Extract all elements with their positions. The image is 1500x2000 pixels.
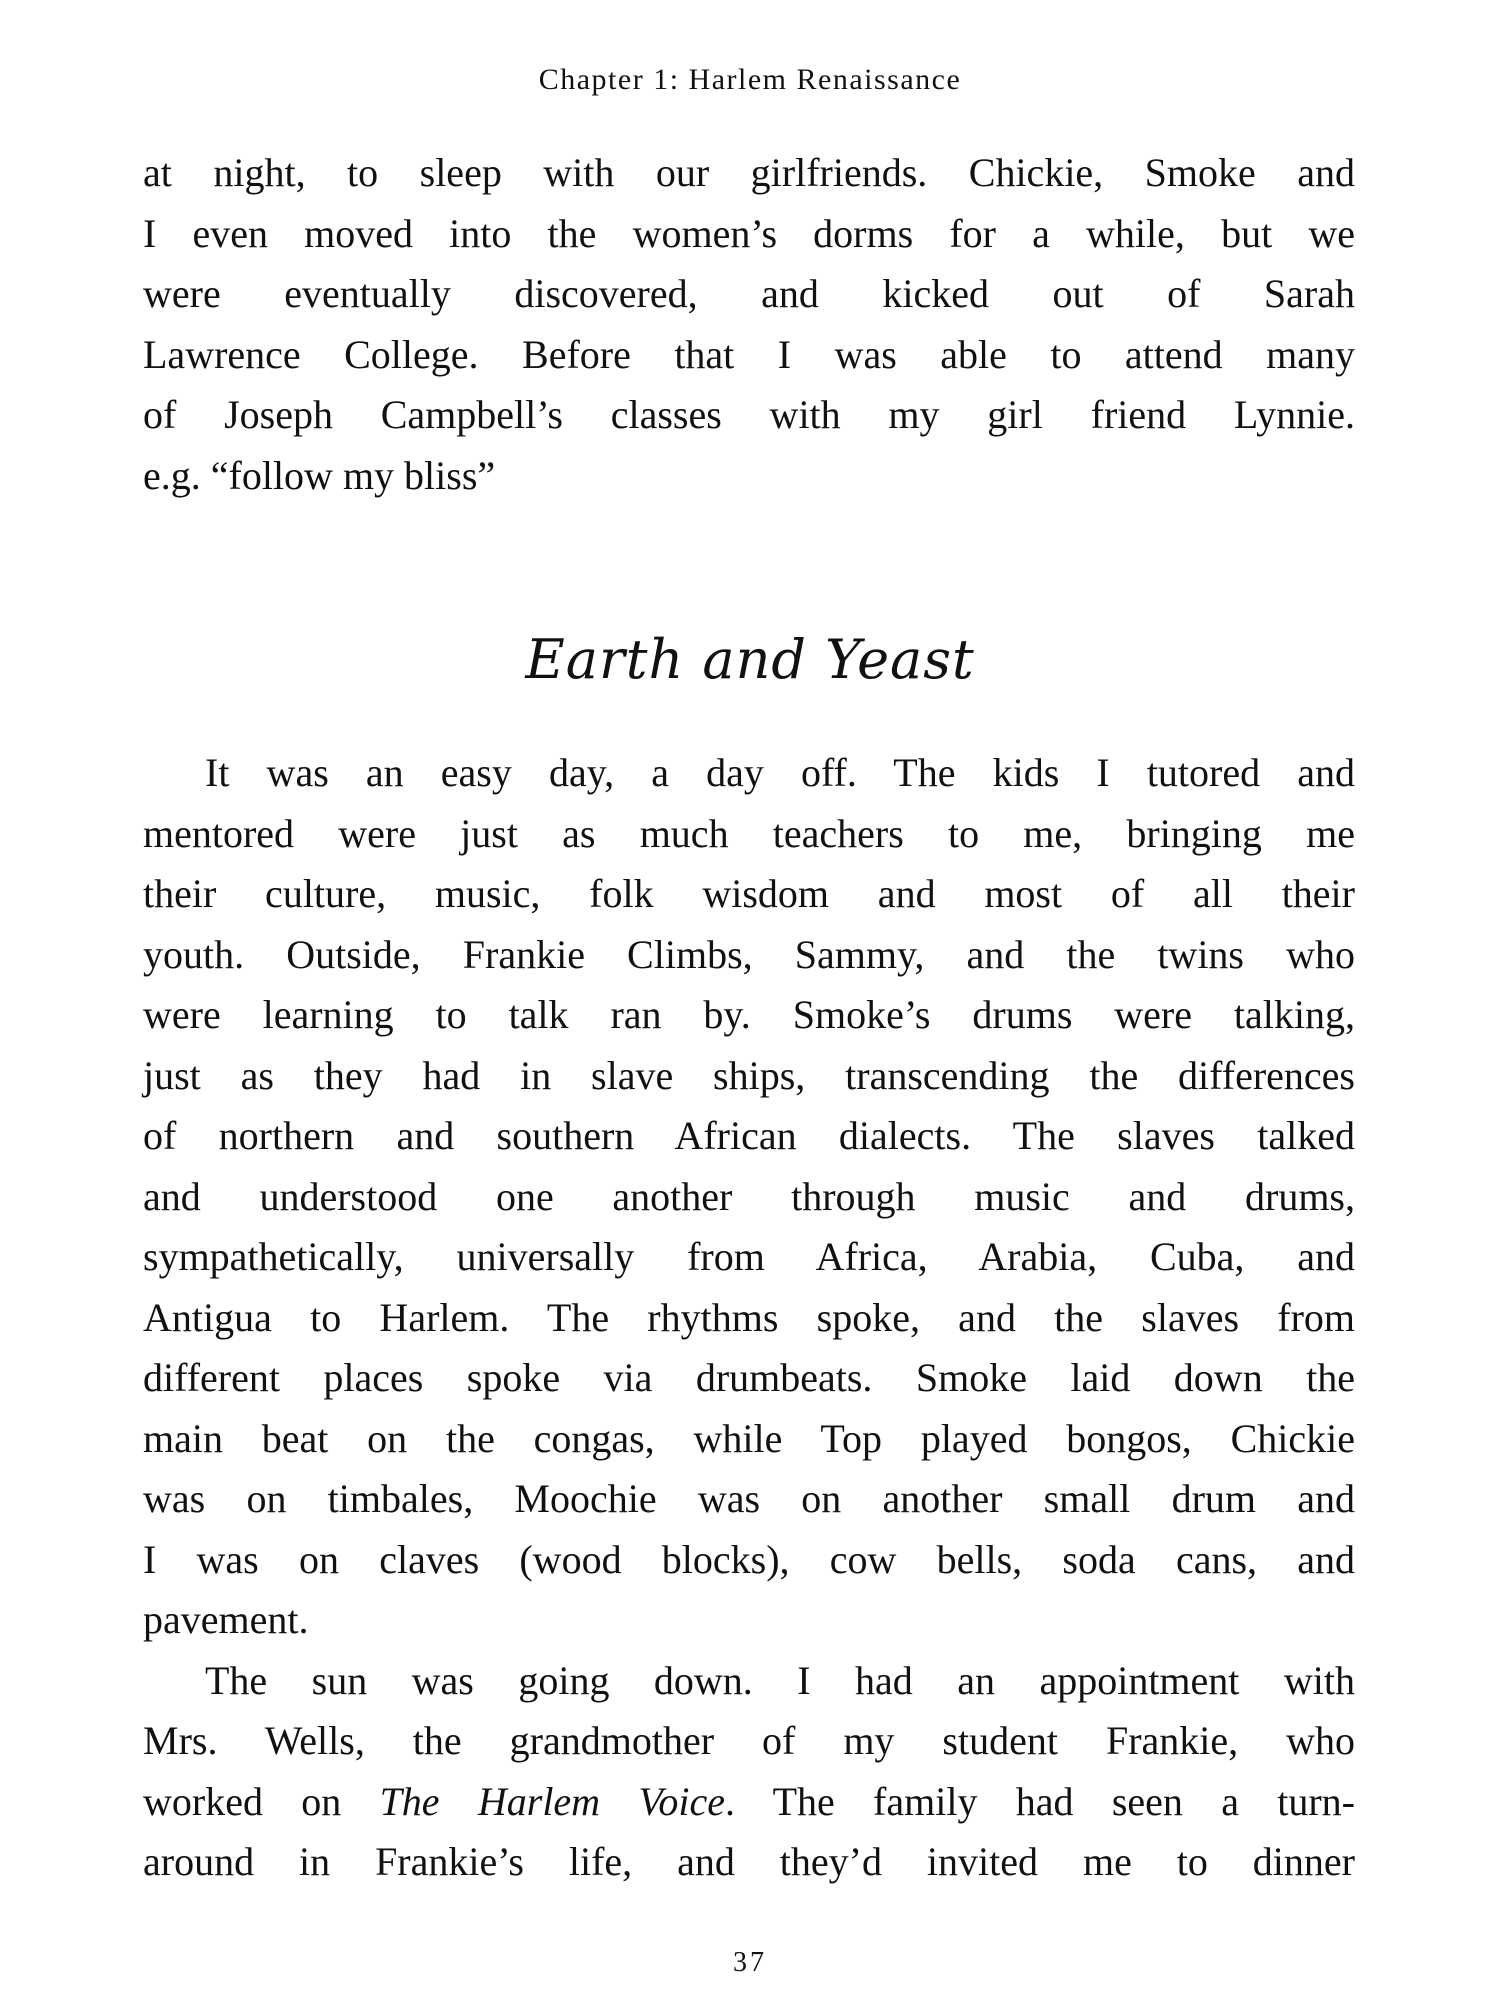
paragraph-2 bbox=[143, 1651, 1355, 1893]
text-line: I even moved into the women’s dorms for a while, but we bbox=[143, 210, 1355, 256]
text-line: their culture, music, folk wisdom and most of all their bbox=[143, 871, 1355, 916]
text-line: around in Frankie’s life, and they’d invited me to dinner bbox=[143, 1839, 1355, 1884]
body-text bbox=[143, 743, 1355, 1893]
text-line: main beat on the congas, while Top played bongos, Chickie bbox=[143, 1415, 1355, 1461]
text-line: of Joseph Campbell’s classes with my girl friend Lynnie. bbox=[143, 392, 1355, 437]
text-line: Antigua to Harlem. The rhythms spoke, and the slaves from bbox=[143, 1294, 1355, 1340]
text-line: It was an easy day, a day off. The kids I tutored and bbox=[205, 750, 1355, 795]
text-line: Mrs. Wells, the grandmother of my student Frankie, who bbox=[143, 1718, 1355, 1763]
text-line: just as they had in slave ships, transcending the differences bbox=[143, 1052, 1355, 1098]
text-line: of northern and southern African dialects. The slaves talked bbox=[143, 1113, 1355, 1158]
paragraph-1 bbox=[143, 743, 1355, 1651]
text-line: youth. Outside, Frankie Climbs, Sammy, and the twins who bbox=[143, 931, 1355, 977]
text-line: different places spoke via drumbeats. Smoke laid down the bbox=[143, 1355, 1355, 1400]
text-line: e.g. “follow my bliss” bbox=[143, 452, 496, 498]
text-line: The sun was going down. I had an appointment with bbox=[205, 1657, 1355, 1703]
text-line: and understood one another through music and drums, bbox=[143, 1173, 1355, 1219]
publication-title: The Harlem Voice bbox=[379, 1778, 725, 1824]
continuation-paragraph bbox=[143, 143, 1355, 506]
text-line: mentored were just as much teachers to me, bringing me bbox=[143, 810, 1355, 856]
text-line: I was on claves (wood blocks), cow bells, soda cans, and bbox=[143, 1536, 1355, 1582]
page-number: 37 bbox=[733, 1947, 767, 1978]
running-head: Chapter 1: Harlem Renaissance bbox=[538, 63, 962, 96]
text-line: were learning to talk ran by. Smoke’s drums were talking, bbox=[143, 992, 1355, 1037]
text-line: were eventually discovered, and kicked out of Sarah bbox=[143, 271, 1355, 316]
text-line: was on timbales, Moochie was on another small drum and bbox=[143, 1476, 1355, 1521]
text-line bbox=[143, 1772, 1355, 1833]
text-segment: . The family had seen a turn- bbox=[725, 1778, 1356, 1824]
text-line: sympathetically, universally from Africa, Arabia, Cuba, and bbox=[143, 1234, 1355, 1279]
text-line: pavement. bbox=[143, 1597, 309, 1642]
text-segment: worked on bbox=[143, 1778, 380, 1824]
text-line: at night, to sleep with our girlfriends. Chickie, Smoke and bbox=[143, 150, 1355, 195]
text-line: Lawrence College. Before that I was able to attend many bbox=[143, 331, 1355, 377]
section-title: Earth and Yeast bbox=[525, 628, 975, 691]
